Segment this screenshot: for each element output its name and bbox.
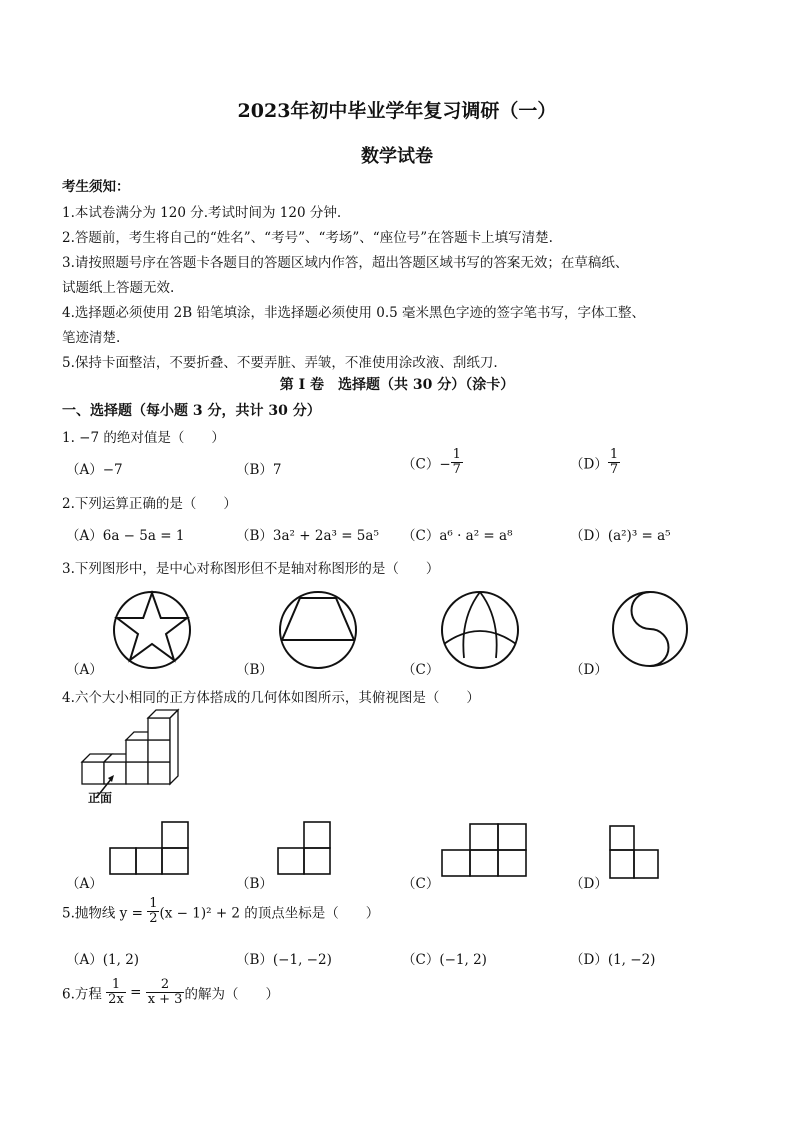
q6-right-numerator: 2 xyxy=(146,978,185,993)
top-view-option-b xyxy=(276,820,336,880)
q4-option-b: （B） xyxy=(236,876,273,892)
q6-stem-suffix: 的解为（ ） xyxy=(184,986,279,1003)
page-title: 2023年初中毕业学年复习调研（一） xyxy=(237,100,557,122)
star-in-circle-figure xyxy=(110,590,200,670)
q1-option-b: （B）7 xyxy=(236,462,282,478)
q3-option-a: （A） xyxy=(66,662,103,678)
q5-option-c: （C）(−1, 2) xyxy=(402,952,487,968)
notice-item: 1.本试卷满分为 120 分.考试时间为 120 分钟. xyxy=(62,205,342,221)
question-5-stem xyxy=(62,897,379,926)
q3-option-c: （C） xyxy=(402,662,440,678)
q3-option-b: （B） xyxy=(236,662,273,678)
front-label: 正面 xyxy=(88,791,113,805)
q1-c-numerator: 1 xyxy=(452,447,461,462)
trapezoid-in-circle-figure xyxy=(276,590,366,670)
question-6-stem xyxy=(62,978,279,1007)
q5-denominator: 2 xyxy=(149,911,158,926)
q5-stem-suffix: (x − 1)² + 2 的顶点坐标是（ ） xyxy=(159,905,380,922)
page-subtitle: 数学试卷 xyxy=(361,146,433,167)
q2-option-c: （C）a⁶ · a² = a⁸ xyxy=(402,528,513,544)
q5-option-d: （D）(1, −2) xyxy=(570,952,656,968)
q4-option-c: （C） xyxy=(402,876,440,892)
yin-yang-figure xyxy=(610,588,700,670)
q1-c-denominator: 7 xyxy=(452,462,461,477)
q6-left-denominator: 2x xyxy=(108,992,124,1007)
question-2-stem: 2.下列运算正确的是（ ） xyxy=(62,496,237,512)
notice-item: 3.请按照题号序在答题卡各题目的答题区域内作答，超出答题区域书写的答案无效；在草稿纸、 xyxy=(62,255,629,271)
top-view-option-d xyxy=(608,822,668,882)
q5-numerator: 1 xyxy=(149,896,158,911)
q5-option-b: （B）(−1, −2) xyxy=(236,952,332,968)
q1-option-a: （A）−7 xyxy=(66,462,123,478)
q4-option-a: （A） xyxy=(66,876,103,892)
notice-item: 4.选择题必须使用 2B 铅笔填涂，非选择题必须使用 0.5 毫米黑色字迹的签字笔书写，字体工整、 xyxy=(62,305,646,321)
q1-option-d-prefix: （D） xyxy=(570,456,608,473)
top-view-option-a xyxy=(108,820,192,880)
notice-heading: 考生须知： xyxy=(62,179,130,195)
q6-right-denominator: x + 3 xyxy=(147,992,183,1007)
q1-d-numerator: 1 xyxy=(609,447,619,462)
q6-left-numerator: 1 xyxy=(106,978,126,993)
question-4-stem: 4.六个大小相同的正方体搭成的几何体如图所示，其俯视图是（ ） xyxy=(62,690,480,706)
top-view-option-c xyxy=(440,820,530,880)
q5-stem-prefix: 5.抛物线 y = xyxy=(62,905,148,922)
q2-option-a: （A）6a − 5a = 1 xyxy=(66,528,185,544)
notice-item: 2.答题前，考生将自己的“姓名”、“考号”、“考场”、“座位号”在答题卡上填写清楚. xyxy=(62,230,553,246)
section-heading: 一、选择题（每小题 3 分，共计 30 分） xyxy=(62,403,321,419)
notice-item: 5.保持卡面整洁，不要折叠、不要弄脏、弄皱，不准使用涂改液、刮纸刀. xyxy=(62,355,498,371)
three-arcs-circle-figure xyxy=(440,588,530,670)
q3-option-d: （D） xyxy=(570,662,608,678)
q1-d-denominator: 7 xyxy=(609,462,619,477)
notice-item: 试题纸上答题无效. xyxy=(62,280,175,296)
q2-option-b: （B）3a² + 2a³ = 5a⁵ xyxy=(236,528,379,544)
q5-option-a: （A）(1, 2) xyxy=(66,952,140,968)
q1-option-d xyxy=(570,448,620,477)
part-heading: 第 I 卷 选择题（共 30 分）（涂卡） xyxy=(279,377,515,393)
q1-option-c-prefix: （C）− xyxy=(402,456,451,473)
q6-stem-prefix: 6.方程 xyxy=(62,986,107,1003)
q6-equals: = xyxy=(125,984,146,1001)
q1-option-c xyxy=(402,448,463,477)
q4-option-d: （D） xyxy=(570,876,608,892)
notice-item: 笔迹清楚. xyxy=(62,330,121,346)
question-3-stem: 3.下列图形中，是中心对称图形但不是轴对称图形的是（ ） xyxy=(62,561,440,577)
q2-option-d: （D）(a²)³ = a⁵ xyxy=(570,528,671,544)
question-1-stem: 1. −7 的绝对值是（ ） xyxy=(62,430,225,446)
